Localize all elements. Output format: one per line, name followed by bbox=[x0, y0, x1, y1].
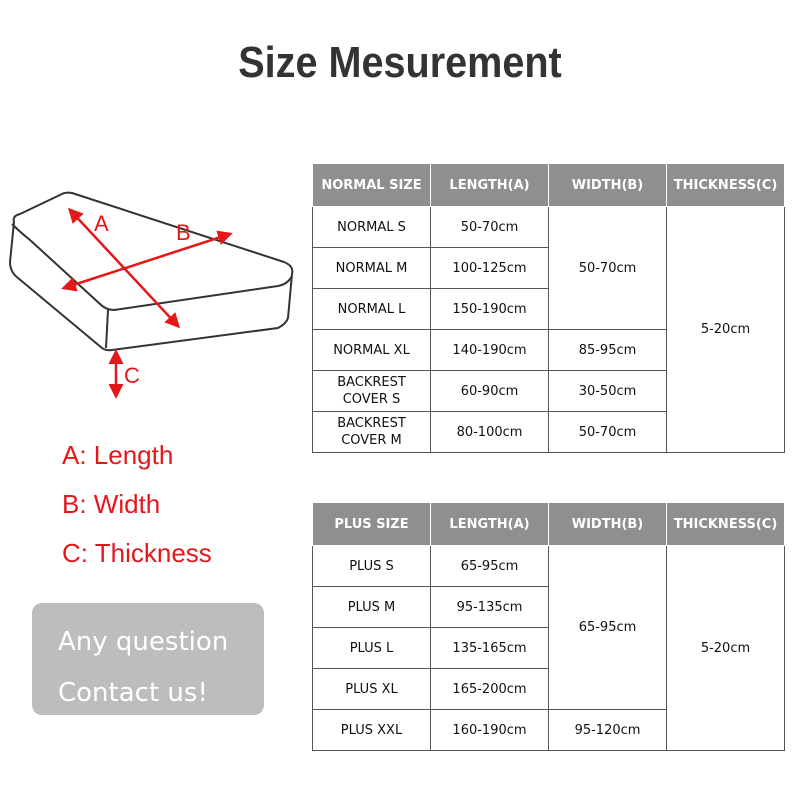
size-cell: PLUS L bbox=[313, 628, 431, 669]
size-cell bbox=[313, 371, 431, 412]
normal-size-table bbox=[312, 163, 785, 453]
size-cell: NORMAL S bbox=[313, 207, 431, 248]
contact-box[interactable] bbox=[32, 603, 264, 715]
table-row bbox=[313, 207, 785, 248]
width-cell: 95-120cm bbox=[549, 710, 667, 751]
length-cell: 80-100cm bbox=[431, 412, 549, 453]
size-cell: PLUS S bbox=[313, 546, 431, 587]
length-cell: 100-125cm bbox=[431, 248, 549, 289]
page-title: Size Mesurement bbox=[238, 38, 562, 87]
length-cell: 150-190cm bbox=[431, 289, 549, 330]
header-thickness: THICKNESS(C) bbox=[667, 503, 785, 546]
length-cell: 140-190cm bbox=[431, 330, 549, 371]
legend-width: B: Width bbox=[62, 489, 161, 519]
length-cell: 165-200cm bbox=[431, 669, 549, 710]
label-a: A bbox=[94, 211, 109, 236]
size-cell: PLUS XXL bbox=[313, 710, 431, 751]
size-cell: PLUS M bbox=[313, 587, 431, 628]
legend-thickness: C: Thickness bbox=[62, 538, 212, 568]
table-row bbox=[313, 546, 785, 587]
width-cell: 50-70cm bbox=[549, 412, 667, 453]
header-width: WIDTH(B) bbox=[549, 503, 667, 546]
header-width: WIDTH(B) bbox=[549, 164, 667, 207]
size-cell-line: BACKREST bbox=[337, 416, 406, 431]
cushion-diagram bbox=[0, 190, 310, 410]
size-cell bbox=[313, 412, 431, 453]
header-length: LENGTH(A) bbox=[431, 503, 549, 546]
contact-line-contact: Contact us! bbox=[58, 678, 208, 708]
header-length: LENGTH(A) bbox=[431, 164, 549, 207]
size-cell: NORMAL XL bbox=[313, 330, 431, 371]
width-cell: 30-50cm bbox=[549, 371, 667, 412]
table-header-row bbox=[313, 164, 785, 207]
size-cell: NORMAL M bbox=[313, 248, 431, 289]
width-cell-merged: 65-95cm bbox=[549, 546, 667, 710]
size-cell: NORMAL L bbox=[313, 289, 431, 330]
header-thickness: THICKNESS(C) bbox=[667, 164, 785, 207]
size-cell-line: COVER M bbox=[341, 433, 402, 448]
dimension-legend bbox=[62, 438, 212, 585]
header-normal-size: NORMAL SIZE bbox=[313, 164, 431, 207]
length-cell: 65-95cm bbox=[431, 546, 549, 587]
thickness-cell-merged: 5-20cm bbox=[667, 546, 785, 751]
label-b: B bbox=[176, 220, 191, 245]
length-cell: 50-70cm bbox=[431, 207, 549, 248]
legend-length: A: Length bbox=[62, 440, 174, 470]
plus-size-table bbox=[312, 502, 785, 751]
length-cell: 160-190cm bbox=[431, 710, 549, 751]
size-cell: PLUS XL bbox=[313, 669, 431, 710]
size-cell-line: BACKREST bbox=[337, 375, 406, 390]
length-cell: 95-135cm bbox=[431, 587, 549, 628]
cushion-shape bbox=[10, 193, 292, 351]
length-cell: 135-165cm bbox=[431, 628, 549, 669]
length-cell: 60-90cm bbox=[431, 371, 549, 412]
contact-line-question: Any question bbox=[58, 627, 229, 657]
label-c: C bbox=[124, 363, 140, 388]
header-plus-size: PLUS SIZE bbox=[313, 503, 431, 546]
width-cell: 85-95cm bbox=[549, 330, 667, 371]
thickness-cell-merged: 5-20cm bbox=[667, 207, 785, 453]
width-cell-merged: 50-70cm bbox=[549, 207, 667, 330]
size-cell-line: COVER S bbox=[342, 392, 401, 407]
table-header-row bbox=[313, 503, 785, 546]
